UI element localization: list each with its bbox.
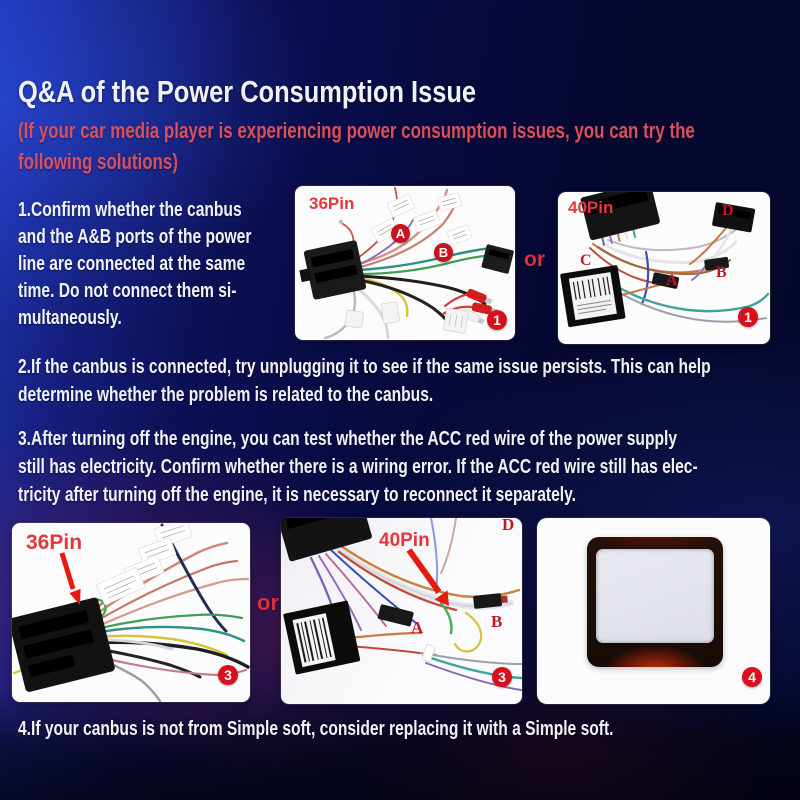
or-label-top: or (524, 248, 545, 271)
marker-b-letter: B (491, 612, 503, 631)
d-connector (712, 202, 756, 233)
iso-connector (296, 240, 367, 302)
marker-b-letter: B (716, 264, 727, 281)
wire-tags (371, 192, 472, 245)
subtitle-line-2: following solutions) (18, 149, 178, 174)
photo-40pin-harness-bottom (281, 515, 522, 704)
figure-number-badge: 3 (492, 667, 512, 687)
page-title: Q&A of the Power Consumption Issue (18, 74, 477, 109)
figure-number-badge: 1 (487, 310, 507, 330)
photo-40pin-harness-top (558, 192, 770, 344)
marker-a-badge: A (391, 224, 410, 243)
marker-d-letter: D (722, 202, 734, 219)
canbus-box (560, 265, 626, 327)
photo-36pin-harness-bottom (12, 523, 250, 702)
step1-line: multaneously. (18, 307, 122, 329)
photo-display-frame (537, 518, 770, 704)
power-connector (481, 244, 514, 274)
step1-line: and the A&B ports of the power (18, 226, 252, 248)
figure-number-badge: 1 (738, 307, 758, 327)
canbus-box (283, 600, 360, 674)
marker-a-letter: A (666, 272, 678, 289)
pin-label-36pin: 36Pin (309, 194, 355, 213)
step3-line: 3.After turning off the engine, you can test whether the ACC red wire of the power supply (18, 428, 678, 450)
step1-line: 1.Confirm whether the canbus (18, 199, 242, 221)
pin-label-40pin: 40Pin (568, 198, 614, 217)
pin-label-40pin: 40Pin (379, 530, 430, 551)
step2-line: determine whether the problem is related to the canbus. (18, 384, 434, 406)
pin-label-36pin: 36Pin (26, 531, 83, 554)
figure-number-badge: 3 (218, 665, 238, 685)
display-screen (596, 549, 714, 643)
step3-line: tricity after turning off the engine, it is necessary to reconnect it separately. (18, 484, 576, 506)
step2-line: 2.If the canbus is connected, try unplugging it to see if the same issue persists. This can help (18, 356, 711, 378)
marker-c-letter: C (580, 252, 592, 269)
or-label-bottom: or (257, 590, 279, 615)
iso-connector (12, 597, 116, 693)
figure-number-badge: 4 (742, 667, 762, 687)
step3-line: still has electricity. Confirm whether there is a wiring error. If the ACC red wire still has elec- (18, 456, 698, 478)
marker-d-letter: D (502, 515, 515, 534)
photo-36pin-harness-top (295, 186, 515, 340)
step1-line: time. Do not connect them si- (18, 280, 237, 302)
red-arrow (62, 553, 81, 605)
marker-a-letter: A (411, 618, 424, 637)
display-frame (587, 537, 723, 667)
step1-line: line are connected at the same (18, 253, 246, 275)
step4-line: 4.If your canbus is not from Simple soft, consider replacing it with a Simple soft. (18, 718, 614, 740)
marker-b-badge: B (434, 243, 453, 262)
subtitle-line-1: (If your car media player is experiencing power consumption issues, you can try the (18, 118, 695, 143)
